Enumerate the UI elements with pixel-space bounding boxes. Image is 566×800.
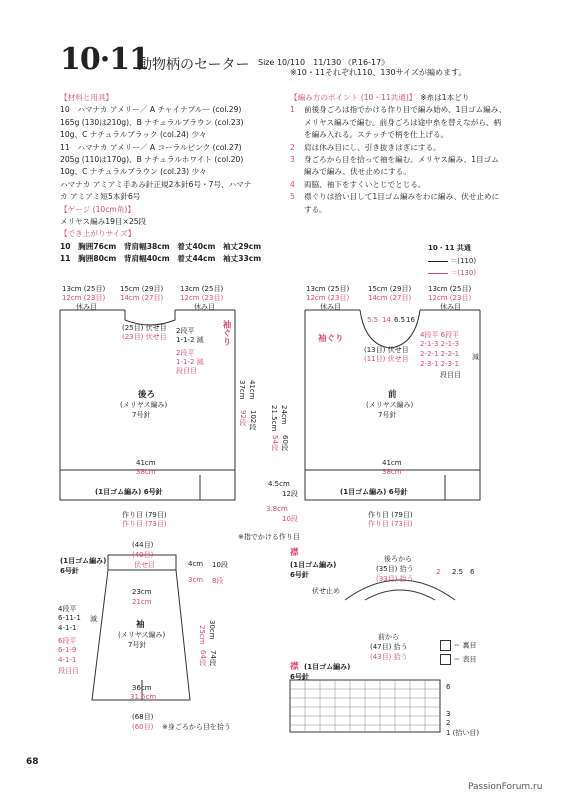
size-legend-130: ＝(130) bbox=[428, 268, 476, 278]
back-top-dim: 13cm (25目) bbox=[180, 285, 224, 293]
purl-symbol-icon bbox=[440, 640, 451, 651]
step-text: 前後身ごろは指でかける作り目で編み始め、1目ゴム編み、 bbox=[304, 105, 507, 115]
sleeve-piece-name: 袖 bbox=[136, 620, 145, 630]
finger-note: ※指でかける作り目 bbox=[238, 533, 300, 541]
sleeve-inc: 4段平 bbox=[58, 605, 77, 613]
step-number: 3 bbox=[290, 155, 295, 165]
sleeve-inc: 6-11-1 bbox=[58, 614, 81, 622]
front-top-dim: 13cm (25目) bbox=[306, 285, 350, 293]
step-number: 4 bbox=[290, 179, 295, 189]
front-armhole-label: 袖ぐり bbox=[318, 334, 344, 344]
back-width: 41cm bbox=[136, 459, 156, 467]
back-top-dim: 13cm (25目) bbox=[62, 285, 106, 293]
chart-row-label: 1 (拾い目) bbox=[446, 729, 480, 737]
front-top-dim: 13cm (25目) bbox=[428, 285, 472, 293]
sleeve-rib-hpb: 8段 bbox=[212, 577, 224, 585]
materials-line: 165g (130は210g)、B ナチュラルブラウン (col.23) bbox=[60, 117, 244, 127]
sleeve-bottom-note: ※身ごろから目を拾う bbox=[162, 723, 231, 731]
sleeve-h: 25cm bbox=[198, 625, 206, 645]
pattern-number: 10·11 bbox=[60, 42, 149, 77]
side-h2pb: 60段 bbox=[281, 435, 289, 451]
front-neck-pink: (11目) 伏せ目 bbox=[364, 355, 409, 363]
side-h2b: 24cm bbox=[280, 405, 288, 425]
chart-row-label: 6 bbox=[446, 683, 451, 691]
front-dec-end: 段目目 bbox=[440, 371, 461, 379]
sleeve-needle: 7号針 bbox=[128, 641, 147, 649]
side-h1pb: 102段 bbox=[249, 410, 257, 431]
side-h2p: 54段 bbox=[271, 435, 279, 451]
sleeve-bottom-pink: (60目) bbox=[132, 723, 154, 731]
front-neck-small: 5.5 bbox=[367, 316, 379, 324]
front-dec-row: 2-2-1 2-2-1 bbox=[420, 350, 460, 358]
collar-rib: (1目ゴム編み) bbox=[290, 561, 337, 569]
front-top-dim-pink: 12cm (23目) bbox=[306, 294, 350, 302]
front-neck-small: 6.5 bbox=[394, 316, 406, 324]
sleeve-rib-hb: 10段 bbox=[212, 561, 228, 569]
points-heading: 【編み方のポイント (10・11共通)】 bbox=[290, 93, 413, 102]
materials-line: 10 ハマナカ アメリー／ A チャイナブルー (col.29) bbox=[60, 105, 242, 115]
step-text: 襟ぐりは拾い目して1目ゴム編みをわに編み、伏せ止めに bbox=[304, 192, 500, 202]
back-neck-pink: (23目) 伏せ目 bbox=[122, 333, 167, 341]
collar-back-pick: 後ろから bbox=[384, 555, 412, 563]
step-text: 両脇、袖下をすくいとじでとじる。 bbox=[304, 179, 426, 189]
sleeve-w2-pink: 31.5cm bbox=[130, 693, 157, 701]
front-width: 41cm bbox=[382, 459, 402, 467]
size-legend-110: ＝(110) bbox=[428, 256, 476, 266]
side-h3b: 12段 bbox=[282, 490, 298, 498]
sleeve-w1-pink: 21cm bbox=[132, 598, 152, 606]
back-rest: 休み目 bbox=[76, 303, 97, 311]
finished-line: 11 胸囲80cm 背肩幅40cm 着丈44cm 袖丈33cm bbox=[60, 254, 262, 264]
points-note: ※糸は1本どり bbox=[420, 93, 470, 102]
collar-front-pick: 前から bbox=[378, 633, 399, 641]
step-text: メリヤス編みで編む。前身ごろは途中糸を替えながら、柄 bbox=[304, 117, 502, 127]
back-top-dim-pink: 12cm (23目) bbox=[180, 294, 224, 302]
step-text: 身ごろから目を拾って袖を編む。メリヤス編み、1目ゴム bbox=[304, 155, 499, 165]
step-number: 1 bbox=[290, 105, 295, 115]
back-piece-name: 後ろ bbox=[138, 390, 156, 400]
back-dec: 2段平 bbox=[176, 327, 195, 335]
step-text: する。 bbox=[304, 204, 327, 214]
side-h1b: 41cm bbox=[248, 380, 256, 400]
collar-h: 2 bbox=[436, 568, 441, 576]
front-neck: (13目) 伏せ目 bbox=[364, 346, 409, 354]
back-width-pink: 38cm bbox=[136, 468, 156, 476]
step-text: 編みで編み、伏せ止めにする。 bbox=[304, 167, 411, 177]
finished-line: 10 胸囲76cm 背肩幅38cm 着丈40cm 袖丈29cm bbox=[60, 241, 262, 251]
side-h1: 37cm bbox=[238, 380, 246, 400]
back-dec-pink: 2段平 bbox=[176, 349, 195, 357]
size-note: ※10・11それぞれ110、130サイズが編めます。 bbox=[290, 68, 467, 77]
materials-line: 11 ハマナカ アメリー／ A コーラルピンク (col.27) bbox=[60, 142, 242, 152]
back-cast-pink: 作り目 (73目) bbox=[122, 520, 167, 528]
materials-heading: 【材料と用具】 bbox=[60, 93, 114, 102]
sleeve-bottom: (68目) bbox=[132, 713, 154, 721]
front-stitch: (メリヤス編み) bbox=[366, 401, 414, 409]
front-cast: 作り目 (79目) bbox=[368, 511, 413, 519]
front-rest: 休み目 bbox=[320, 303, 341, 311]
front-dec-title: 4段平 6段平 bbox=[420, 331, 460, 339]
knit-symbol-icon bbox=[440, 654, 451, 665]
back-neck: (25目) 伏せ目 bbox=[122, 324, 167, 332]
sleeve-w2: 36cm bbox=[132, 684, 152, 692]
page-number: 68 bbox=[26, 757, 39, 767]
collar-front-pick-n: (47目) 拾う bbox=[370, 643, 408, 651]
pattern-title: 動物柄のセーター bbox=[138, 57, 250, 73]
back-top-dim-pink: 14cm (27目) bbox=[120, 294, 164, 302]
materials-line: 10g、C ナチュラルブラック (col.24) 少々 bbox=[60, 130, 207, 140]
front-top-dim-pink: 12cm (23目) bbox=[428, 294, 472, 302]
legend-knit: ＝ 表目 bbox=[440, 654, 476, 665]
sleeve-rib: (1目ゴム編み) bbox=[60, 557, 107, 565]
back-dec: 1-1-2 減 bbox=[176, 336, 204, 344]
collar-bind: 伏せ止め bbox=[312, 587, 340, 595]
sleeve-top: (44目) bbox=[132, 541, 154, 549]
back-stitch: (メリヤス編み) bbox=[120, 401, 168, 409]
front-width-pink: 38cm bbox=[382, 468, 402, 476]
sleeve-top-pink: (40目) bbox=[132, 551, 154, 559]
collar-title: 襟 bbox=[290, 548, 299, 558]
sleeve-stitch: (メリヤス編み) bbox=[118, 631, 166, 639]
sleeve-inc-pink: 6-1-9 bbox=[58, 646, 77, 654]
sleeve-hp: 64段 bbox=[199, 650, 207, 666]
side-h1p: 92段 bbox=[239, 410, 247, 426]
size-legend-title: 10・11 共通 bbox=[428, 244, 471, 252]
site-watermark: PassionForum.ru bbox=[468, 782, 543, 792]
front-cast-pink: 作り目 (73目) bbox=[368, 520, 413, 528]
sleeve-hb: 30cm bbox=[208, 620, 216, 640]
back-needle: 7号針 bbox=[132, 411, 151, 419]
front-dec-row: 2-1-3 2-1-3 bbox=[420, 340, 460, 348]
front-rib-label: (1目ゴム編み) 6号針 bbox=[340, 488, 408, 496]
back-top-dim-pink: 12cm (23目) bbox=[62, 294, 106, 302]
sleeve-inc-pink: 6段平 bbox=[58, 637, 77, 645]
chart-rib: (1目ゴム編み) bbox=[304, 663, 351, 671]
back-rest: 休み目 bbox=[194, 303, 215, 311]
sleeve-inc-pink: 4-1-1 bbox=[58, 656, 77, 664]
step-text: を編み入れる。ステッチで柄を仕上げる。 bbox=[304, 130, 449, 140]
collar-front-pick-p: (43目) 拾う bbox=[370, 653, 408, 661]
front-top-dim: 15cm (29目) bbox=[368, 285, 412, 293]
chart-needle: 6号針 bbox=[290, 673, 309, 681]
materials-line: 205g (110は170g)、B ナチュラルホワイト (col.20) bbox=[60, 155, 244, 165]
front-rest: 休み目 bbox=[440, 303, 461, 311]
step-number: 5 bbox=[290, 192, 295, 202]
finished-heading: 【でき上がりサイズ】 bbox=[60, 229, 136, 239]
front-top-dim-pink: 14cm (27目) bbox=[368, 294, 412, 302]
sleeve-inc: 4-1-1 bbox=[58, 624, 77, 632]
back-top-dim: 15cm (29目) bbox=[120, 285, 164, 293]
front-dec-label: 減 bbox=[472, 353, 479, 361]
size-line: Size 10/110 11/130 《P.16-17》 bbox=[258, 58, 390, 67]
collar-back-pick-p: (33目) 拾う bbox=[376, 575, 414, 583]
collar-needle: 6号針 bbox=[290, 571, 309, 579]
sleeve-inc-label: 減 bbox=[90, 615, 97, 623]
gauge-heading: 【ゲージ (10cm角)】 bbox=[60, 204, 135, 214]
front-neck-small: 14 bbox=[382, 316, 391, 324]
materials-line: ハマナカ アミアミ手あみ針正規2本針6号・7号、ハマナ bbox=[60, 179, 252, 189]
sleeve-rib-h: 4cm bbox=[188, 560, 204, 568]
side-h3p: 3.8cm bbox=[266, 505, 288, 513]
chart-row-label: 2 bbox=[446, 719, 451, 727]
materials-line: カ アミアミ短5本針6号 bbox=[60, 192, 141, 202]
step-text: 肩は休み目にし、引き抜きはぎにする。 bbox=[304, 142, 441, 152]
sleeve-top-bind: 伏せ目 bbox=[134, 561, 155, 569]
front-dec-row: 2-3-1 2-3-1 bbox=[420, 360, 460, 368]
sleeve-rib-hp: 3cm bbox=[188, 576, 204, 584]
side-h3: 4.5cm bbox=[268, 480, 290, 488]
side-h2: 21.5cm bbox=[270, 405, 278, 432]
front-neck-small: 16 bbox=[406, 316, 415, 324]
collar-inner bbox=[365, 590, 435, 600]
gauge-text: メリヤス編み19目×25段 bbox=[60, 217, 147, 227]
collar-hc: 6 bbox=[470, 568, 475, 576]
legend-purl: ＝ 裏目 bbox=[440, 640, 476, 651]
front-piece-name: 前 bbox=[388, 390, 397, 400]
collar-back-pick-n: (35目) 拾う bbox=[376, 565, 414, 573]
sleeve-hpb: 74段 bbox=[209, 650, 217, 666]
back-dec-pink: 1-1-2 減 bbox=[176, 358, 204, 366]
materials-line: 10g、C ナチュラルブラウン (col.23) 少々 bbox=[60, 167, 207, 177]
back-dec-pink: 段目目 bbox=[176, 367, 197, 375]
sleeve-inc-end: 段目目 bbox=[58, 667, 79, 675]
collar-hb: 2.5 bbox=[452, 568, 464, 576]
front-needle: 7号針 bbox=[378, 411, 397, 419]
sleeve-rib-needle: 6号針 bbox=[60, 567, 79, 575]
back-rib-label: (1目ゴム編み) 6号針 bbox=[95, 488, 163, 496]
back-cast: 作り目 (79目) bbox=[122, 511, 167, 519]
side-h3pb: 10段 bbox=[282, 515, 298, 523]
sleeve-w1: 23cm bbox=[132, 588, 152, 596]
chart-title: 襟 bbox=[290, 662, 299, 672]
step-number: 2 bbox=[290, 142, 295, 152]
chart-row-label: 3 bbox=[446, 710, 451, 718]
back-armhole-label: 袖ぐり bbox=[221, 320, 231, 346]
